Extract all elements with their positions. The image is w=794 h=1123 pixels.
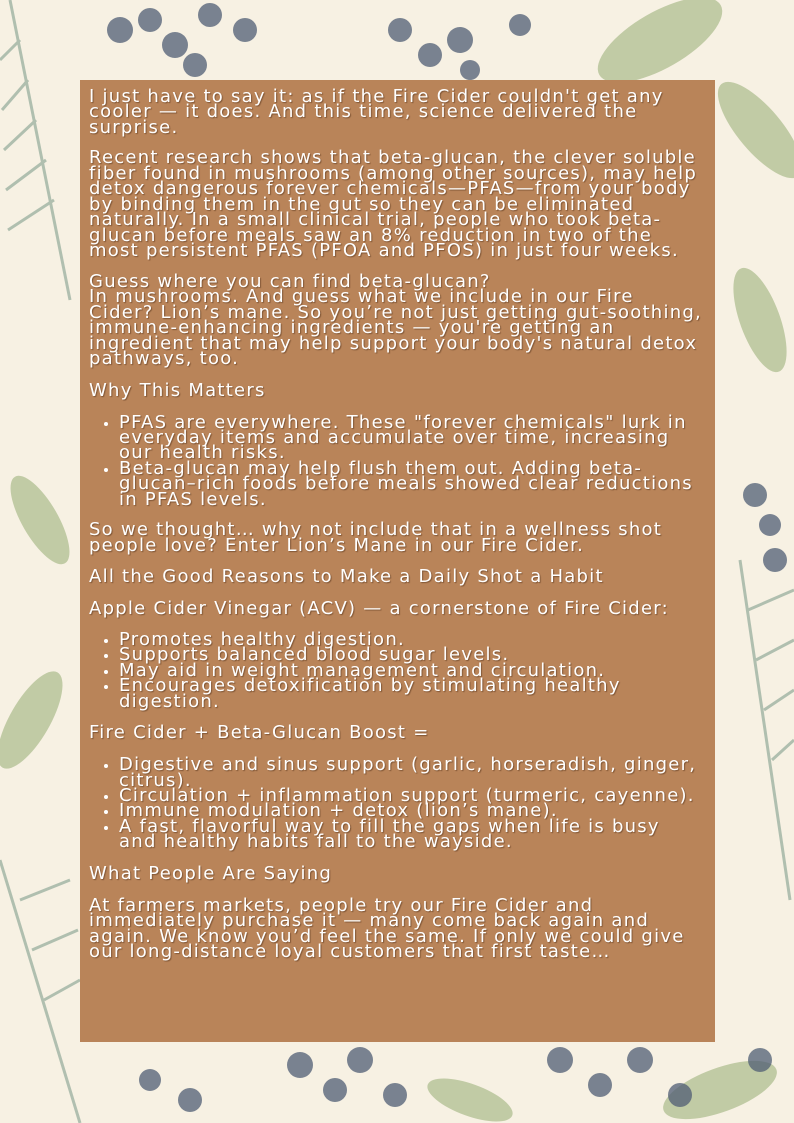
acv-list [89,628,703,712]
list-item: • Beta-glucan may help flush them out. Adding beta-glucan–rich foods before meals showed clear reductions in PFAS levels. [119,461,703,507]
why-list [89,411,703,510]
boost-heading: Fire Cider + Beta-Glucan Boost = [89,722,430,744]
list-item: • PFAS are everywhere. These "forever chemicals" lurk in everyday items and accumulate over time, increasing our health risks. [119,415,703,461]
list-item: • Immune modulation + detox (lion’s mane). [119,803,703,818]
research-paragraph: Recent research shows that beta-glucan, the clever soluble fiber found in mushrooms (among other sources), may help detox dangerous forever chemicals—PFAS—from your body by binding them in the gut so they can be eliminated naturally. In a small clinical trial, people who took beta-glucan before meals saw an 8% reduction in two of the most persistent PFAS (PFOA and PFOS) in just four weeks. [89,147,698,262]
intro-paragraph: I just have to say it: as if the Fire Cider couldn't get any cooler — it does. And this time, science delivered the surprise. [89,86,664,138]
article-panel [80,80,715,1042]
why-heading: Why This Matters [89,379,266,401]
testimonials-paragraph: At farmers markets, people try our Fire Cider and immediately purchase it — many come back again and again. We know you’d feel the same. If only we could give our long-distance loyal customers that first taste… [89,894,685,963]
boost-list [89,754,703,853]
acv-heading: Apple Cider Vinegar (ACV) — a cornerstone of Fire Cider: [89,598,669,620]
list-item: • Circulation + inflammation support (turmeric, cayenne). [119,788,703,803]
beta-glucan-answer: In mushrooms. And guess what we include in our Fire Cider? Lion’s mane. So you’re not just getting gut-soothing, immune-enhancing ingredients — you're getting an ingredient that may help support your body's natural detox pathways, too. [89,286,703,370]
beta-glucan-question: Guess where you can find beta-glucan? [89,270,491,292]
list-item: • Supports balanced blood sugar levels. [119,647,703,662]
list-item: • Encourages detoxification by stimulating healthy digestion. [119,678,703,709]
reasons-heading: All the Good Reasons to Make a Daily Shot a Habit [89,566,604,588]
list-item: • A fast, flavorful way to fill the gaps when life is busy and healthy habits fall to the wayside. [119,819,703,850]
list-item: • Promotes healthy digestion. [119,632,703,647]
testimonials-heading: What People Are Saying [89,862,333,884]
lions-mane-paragraph: So we thought… why not include that in a wellness shot people love? Enter Lion’s Mane in our Fire Cider. [89,519,663,556]
beta-glucan-paragraph [89,270,703,370]
list-item: • May aid in weight management and circulation. [119,663,703,678]
list-item: • Digestive and sinus support (garlic, horseradish, ginger, citrus). [119,757,703,788]
